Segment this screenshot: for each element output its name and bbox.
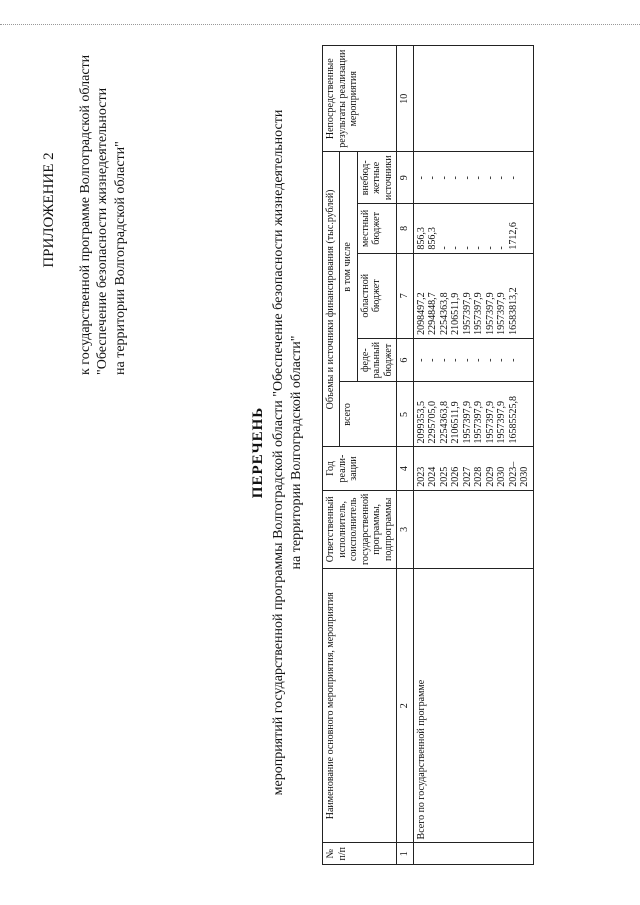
header-total: всего bbox=[339, 382, 397, 447]
header-executor: Ответственный исполнитель, соисполнитель государственной программы, подпрограммы bbox=[323, 490, 397, 568]
results-cell bbox=[413, 46, 533, 152]
col-number: 1 bbox=[397, 843, 414, 865]
row-label: Всего по государственной программе bbox=[413, 568, 533, 843]
header-results: Непосредственные результаты реализации мероприятия bbox=[323, 46, 397, 152]
header-num: № п/п bbox=[323, 843, 397, 865]
scan-edge-divider bbox=[0, 22, 640, 25]
subtitle-line-2: на территории Волгоградской области" bbox=[288, 335, 304, 570]
document-subtitle bbox=[270, 0, 305, 905]
measures-table bbox=[322, 45, 534, 865]
column-number-row bbox=[397, 46, 414, 865]
regional-cell: 2098497,2 2294848,7 2254363,8 2106511,9 1957397,9 1957397,9 1957397,9 1957397,9 16583813,2 bbox=[413, 253, 533, 338]
document-title: ПЕРЕЧЕНЬ bbox=[250, 406, 266, 499]
appendix-line-1: к государственной программе Волгоградской области bbox=[77, 54, 93, 375]
table-row bbox=[413, 46, 533, 865]
col-number: 4 bbox=[397, 447, 414, 490]
row-num-cell bbox=[413, 843, 533, 865]
appendix-block bbox=[40, 45, 129, 375]
col-number: 10 bbox=[397, 46, 414, 152]
col-number: 8 bbox=[397, 204, 414, 254]
header-name: Наименование основного мероприятия, мероприятия bbox=[323, 568, 397, 843]
total-cell: 2099353,5 2295705,0 2254363,8 2106511,9 1957397,9 1957397,9 1957397,9 1957397,9 16585525,8 bbox=[413, 382, 533, 447]
appendix-heading: ПРИЛОЖЕНИЕ 2 bbox=[41, 152, 57, 268]
header-offbudget: внебюд-жетные источники bbox=[357, 152, 397, 204]
header-volumes: Объемы и источники финансирования (тыс.рублей) bbox=[323, 152, 340, 447]
col-number: 7 bbox=[397, 253, 414, 338]
years-cell: 2023 2024 2025 2026 2027 2028 2029 2030 2023–2030 bbox=[413, 447, 533, 490]
col-number: 2 bbox=[397, 568, 414, 843]
col-number: 5 bbox=[397, 382, 414, 447]
header-regional: областной бюджет bbox=[357, 253, 397, 338]
header-year: Год реали-зации bbox=[323, 447, 397, 490]
executor-cell bbox=[413, 490, 533, 568]
federal-cell: - - - - - - - - - bbox=[413, 338, 533, 382]
subtitle-line-1: мероприятий государственной программы Волгоградской области "Обеспечение безопасности жизнедеятельности bbox=[271, 109, 286, 796]
local-cell: 856,3 856,3 - - - - - - 1712,6 bbox=[413, 204, 533, 254]
header-including: в том числе bbox=[339, 152, 357, 382]
col-number: 3 bbox=[397, 490, 414, 568]
header-federal: феде-ральный бюджет bbox=[357, 338, 397, 382]
header-local: местный бюджет bbox=[357, 204, 397, 254]
appendix-line-3: на территории Волгоградской области" bbox=[112, 141, 128, 375]
appendix-line-2: "Обеспечение безопасности жизнедеятельности bbox=[95, 87, 111, 375]
col-number: 6 bbox=[397, 338, 414, 382]
col-number: 9 bbox=[397, 152, 414, 204]
offbudget-cell: - - - - - - - - - bbox=[413, 152, 533, 204]
header-row-1 bbox=[323, 46, 340, 865]
